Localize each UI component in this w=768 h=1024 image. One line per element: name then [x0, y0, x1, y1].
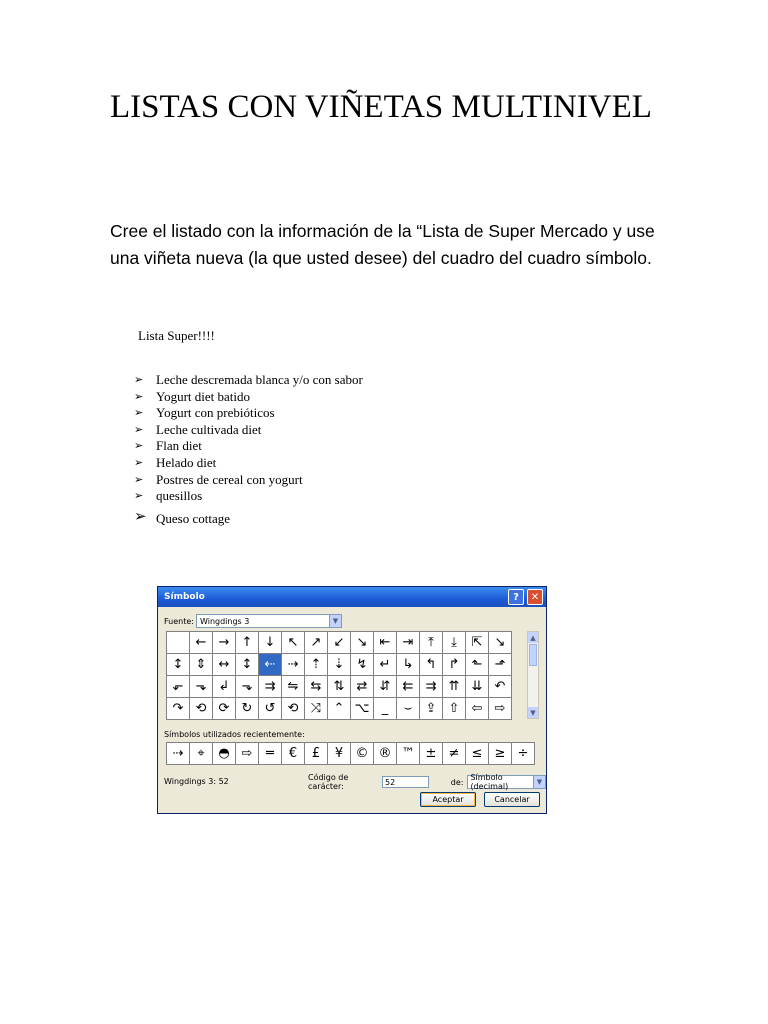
recent-symbol-cell[interactable]: ≠ — [443, 743, 466, 765]
symbol-cell[interactable]: ↘ — [489, 632, 512, 654]
symbol-cell[interactable]: ⬑ — [466, 654, 489, 676]
symbol-cell[interactable]: ⇤ — [374, 632, 397, 654]
arrow-bullet-icon: ➢ — [134, 389, 144, 403]
symbol-cell[interactable]: ⇉ — [259, 676, 282, 698]
symbol-cell[interactable]: ↕ — [167, 654, 190, 676]
symbol-cell[interactable]: ↲ — [213, 676, 236, 698]
symbol-cell[interactable]: ↻ — [236, 698, 259, 720]
symbol-cell[interactable]: _ — [374, 698, 397, 720]
symbol-cell[interactable]: ⬎ — [190, 676, 213, 698]
font-label: Fuente: — [164, 616, 194, 626]
from-select[interactable] — [467, 775, 546, 789]
symbol-cell[interactable]: ⌣ — [397, 698, 420, 720]
list-item-text: Queso cottage — [156, 510, 231, 526]
symbol-cell[interactable]: ⇦ — [466, 698, 489, 720]
cancel-button[interactable]: Cancelar — [484, 792, 540, 807]
font-row — [164, 614, 342, 628]
list-item-text: Flan diet — [156, 438, 202, 454]
recent-symbol-cell[interactable]: ≤ — [466, 743, 489, 765]
scroll-thumb[interactable] — [529, 644, 537, 666]
list-item — [134, 505, 363, 527]
list-item-text: Leche descremada blanca y/o con sabor — [156, 372, 363, 387]
arrow-bullet-icon: ➢ — [134, 472, 144, 486]
recent-symbol-cell[interactable]: ⇨ — [236, 743, 259, 765]
symbol-cell[interactable]: ↵ — [374, 654, 397, 676]
symbol-cell[interactable]: ⇈ — [443, 676, 466, 698]
symbol-cell[interactable]: ⟲ — [282, 698, 305, 720]
symbol-cell[interactable]: ⬎ — [236, 676, 259, 698]
arrow-bullet-icon: ➢ — [134, 406, 144, 420]
from-select-value: Símbolo (decimal) — [470, 773, 509, 791]
character-code-input[interactable]: 52 — [382, 776, 429, 788]
symbol-cell[interactable]: ⇱ — [466, 632, 489, 654]
close-button[interactable]: ✕ — [527, 589, 543, 605]
symbol-cell[interactable]: ⇢ — [282, 654, 305, 676]
symbol-cell[interactable]: ↔ — [213, 654, 236, 676]
symbol-cell[interactable]: → — [213, 632, 236, 654]
recent-symbol-cell[interactable]: ¥ — [328, 743, 351, 765]
recent-symbol-cell[interactable]: ◓ — [213, 743, 236, 765]
scroll-down-icon[interactable]: ▼ — [528, 707, 538, 718]
recent-symbol-cell[interactable]: ® — [374, 743, 397, 765]
arrow-bullet-icon: ➢ — [134, 455, 144, 469]
instructions-paragraph: Cree el listado con la información de la “Lista de Super Mercado y use una viñeta nueva (la que usted desee) del cuadro del cuadro símbolo. — [110, 221, 655, 268]
symbol-cell[interactable]: ⬐ — [167, 676, 190, 698]
symbol-cell[interactable]: ↱ — [443, 654, 466, 676]
recent-symbol-cell[interactable]: £ — [305, 743, 328, 765]
symbol-cell[interactable]: ⟲ — [190, 698, 213, 720]
symbol-cell[interactable]: ⇪ — [420, 698, 443, 720]
chevron-down-icon[interactable]: ▼ — [329, 615, 341, 627]
arrow-bullet-icon: ➢ — [134, 506, 147, 525]
symbol-cell[interactable]: ← — [190, 632, 213, 654]
arrow-bullet-icon: ➢ — [134, 422, 144, 436]
symbol-cell[interactable]: ⇄ — [351, 676, 374, 698]
scroll-up-icon[interactable]: ▲ — [528, 632, 538, 643]
symbol-cell[interactable]: ⇊ — [466, 676, 489, 698]
arrow-bullet-icon: ➢ — [134, 439, 144, 453]
font-select[interactable] — [196, 614, 342, 628]
symbol-cell[interactable]: ⇆ — [305, 676, 328, 698]
symbol-cell[interactable]: ↶ — [489, 676, 512, 698]
symbol-cell[interactable]: ⌃ — [328, 698, 351, 720]
symbol-cell[interactable]: ⇵ — [374, 676, 397, 698]
recent-symbol-cell[interactable]: ═ — [259, 743, 282, 765]
list-item — [134, 389, 363, 406]
recent-symbol-cell[interactable]: © — [351, 743, 374, 765]
symbol-cell[interactable]: ↗ — [305, 632, 328, 654]
symbol-cell[interactable]: ⇥ — [397, 632, 420, 654]
symbol-cell[interactable]: ⇡ — [305, 654, 328, 676]
symbol-grid — [166, 631, 512, 720]
symbol-cell[interactable]: ⤒ — [420, 632, 443, 654]
character-name: Wingdings 3: 52 — [164, 777, 229, 786]
symbol-cell[interactable]: ⌥ — [351, 698, 374, 720]
symbol-cell[interactable]: ↯ — [351, 654, 374, 676]
symbol-cell[interactable]: ↖ — [282, 632, 305, 654]
symbol-cell[interactable]: ⤓ — [443, 632, 466, 654]
symbol-cell[interactable]: ⇧ — [443, 698, 466, 720]
dialog-title: Símbolo — [164, 592, 205, 602]
list-item — [134, 438, 363, 455]
symbol-cell-selected[interactable]: ⇠ — [259, 654, 282, 676]
symbol-cell[interactable]: ⇉ — [420, 676, 443, 698]
recent-symbol-cell[interactable]: ± — [420, 743, 443, 765]
recent-symbol-cell[interactable]: ≥ — [489, 743, 512, 765]
list-item-text: Postres de cereal con yogurt — [156, 471, 303, 487]
from-label: de: — [450, 777, 464, 787]
symbol-cell[interactable] — [167, 632, 190, 654]
chevron-down-icon[interactable]: ▼ — [533, 776, 545, 788]
symbol-cell[interactable]: ↺ — [259, 698, 282, 720]
list-item-text: Yogurt con prebióticos — [156, 405, 275, 421]
symbol-grid-scrollbar[interactable] — [527, 631, 539, 719]
symbol-cell[interactable]: ⇕ — [190, 654, 213, 676]
list-title: Lista Super!!!! — [138, 328, 215, 343]
list-item — [134, 455, 363, 472]
font-select-value: Wingdings 3 — [200, 616, 250, 626]
list-item — [134, 422, 363, 439]
symbol-cell[interactable]: ↷ — [167, 698, 190, 720]
list-item — [134, 488, 363, 505]
symbol-cell[interactable]: ⤨ — [305, 698, 328, 720]
accept-button[interactable]: Aceptar — [420, 792, 476, 807]
arrow-bullet-icon: ➢ — [134, 373, 144, 386]
symbol-cell[interactable]: ↘ — [351, 632, 374, 654]
recent-symbol-cell[interactable]: ™ — [397, 743, 420, 765]
symbol-cell[interactable]: ⇇ — [397, 676, 420, 698]
symbol-cell[interactable]: ↕ — [236, 654, 259, 676]
list-item-text: Helado diet — [156, 454, 217, 470]
list-item-text: Yogurt diet batido — [156, 388, 251, 404]
recent-symbols-grid — [166, 742, 535, 765]
character-code-row — [308, 773, 546, 791]
list-item — [134, 372, 363, 389]
list-item-text: quesillos — [156, 488, 203, 504]
list-item-text: Leche cultivada diet — [156, 421, 262, 437]
recent-symbol-cell[interactable]: ÷ — [512, 743, 535, 765]
symbol-dialog — [157, 586, 547, 814]
symbol-cell[interactable]: ⟳ — [213, 698, 236, 720]
recent-symbol-cell[interactable]: ⌖ — [190, 743, 213, 765]
page-title: LISTAS CON VIÑETAS MULTINIVEL — [110, 89, 652, 125]
symbol-cell[interactable]: ↓ — [259, 632, 282, 654]
character-code-label: Código de carácter: — [308, 773, 349, 791]
list-item — [134, 405, 363, 422]
symbol-cell[interactable]: ⇣ — [328, 654, 351, 676]
dialog-titlebar[interactable] — [158, 587, 546, 607]
recent-symbols-label: Símbolos utilizados recientemente: — [164, 730, 305, 739]
list-item — [134, 472, 363, 489]
symbol-cell[interactable]: ⇨ — [489, 698, 512, 720]
symbol-cell[interactable]: ↑ — [236, 632, 259, 654]
help-button[interactable]: ? — [508, 589, 524, 605]
symbol-cell[interactable]: ↳ — [397, 654, 420, 676]
arrow-bullet-icon: ➢ — [134, 489, 144, 503]
recent-symbol-cell[interactable]: € — [282, 743, 305, 765]
symbol-cell[interactable]: ↙ — [328, 632, 351, 654]
symbol-cell[interactable]: ↰ — [420, 654, 443, 676]
shopping-list — [134, 372, 363, 527]
symbol-cell[interactable]: ⬏ — [489, 654, 512, 676]
symbol-cell[interactable]: ⇋ — [282, 676, 305, 698]
symbol-cell[interactable]: ⇅ — [328, 676, 351, 698]
recent-symbol-cell[interactable]: ⇢ — [167, 743, 190, 765]
